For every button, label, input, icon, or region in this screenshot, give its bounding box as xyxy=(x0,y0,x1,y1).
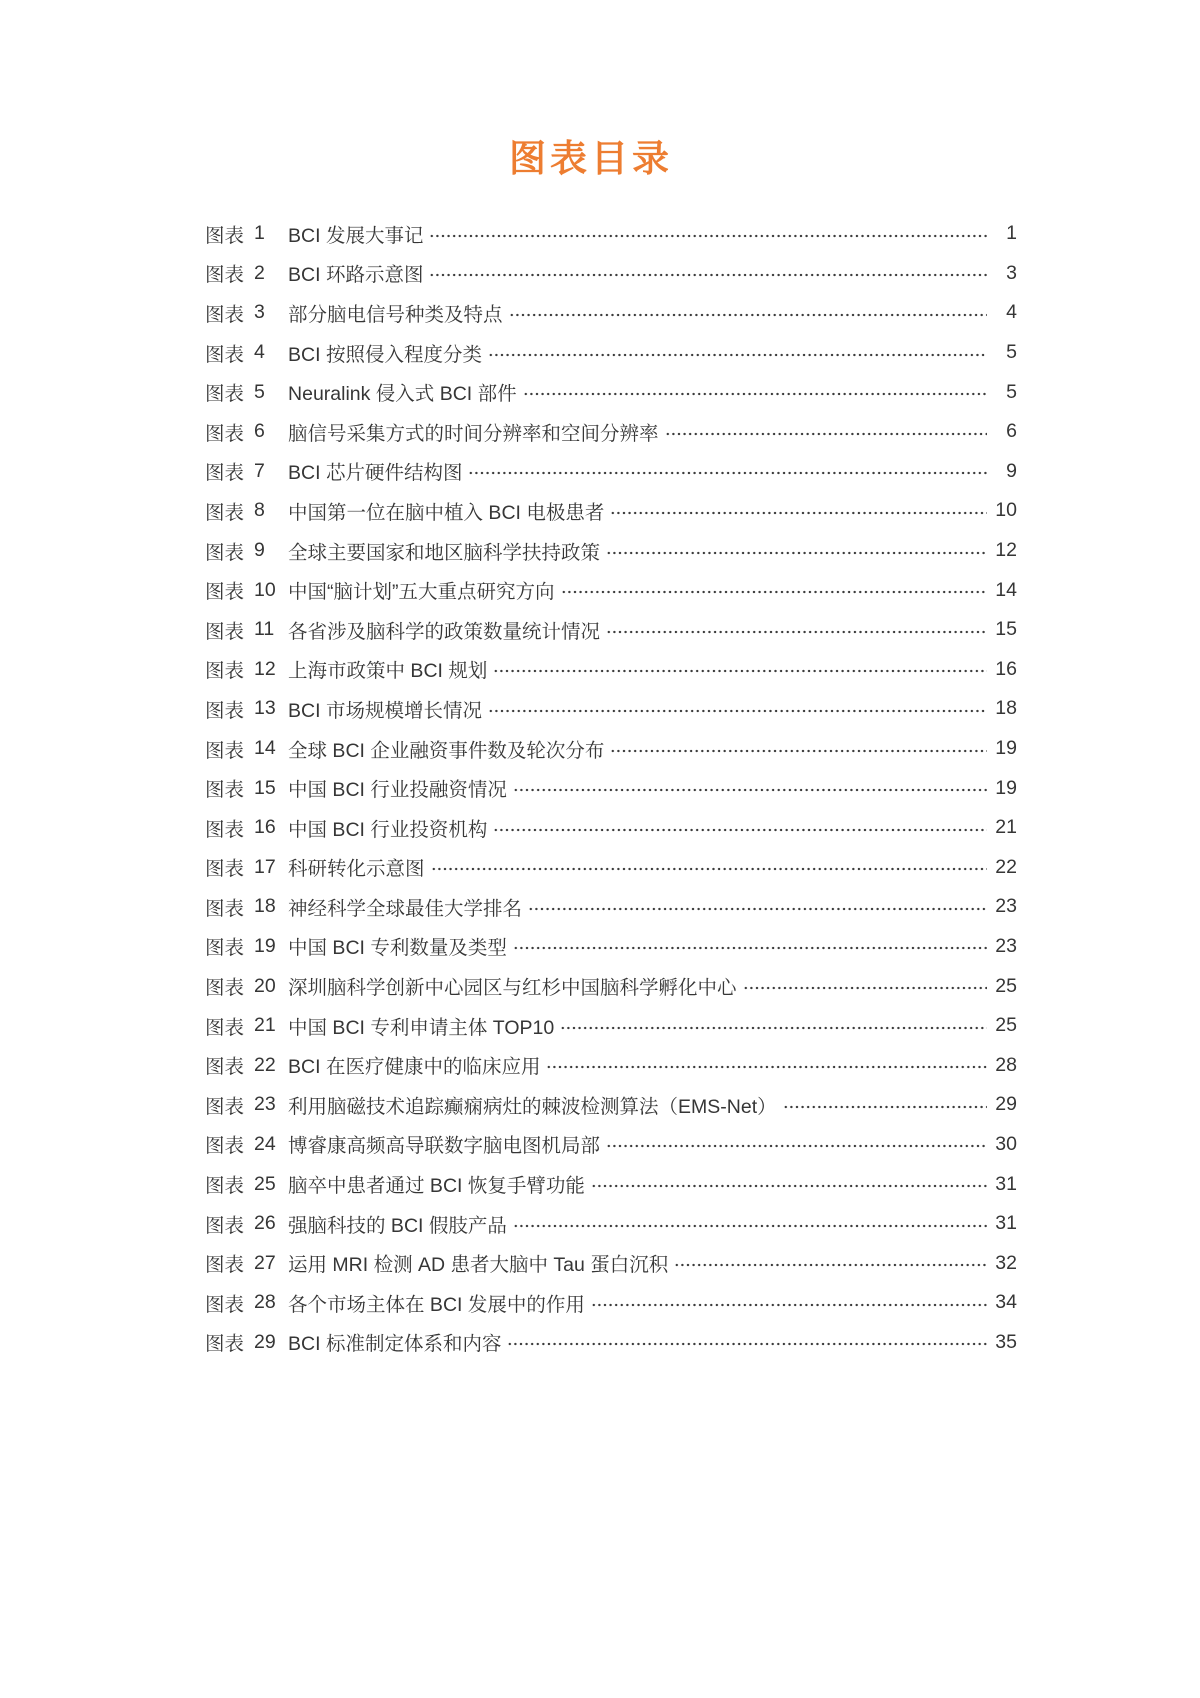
toc-entry-prefix: 图表 xyxy=(205,501,245,524)
toc-entry[interactable] xyxy=(205,1164,1017,1204)
toc-entry-number: 15 xyxy=(254,776,276,799)
toc-entry-number: 27 xyxy=(254,1251,276,1274)
dot-leader xyxy=(591,1184,987,1188)
dot-leader xyxy=(674,1263,987,1267)
toc-entry-title: 神经科学全球最佳大学排名 xyxy=(288,897,523,920)
toc-entry-page-number: 31 xyxy=(995,1172,1017,1195)
toc-entry-page-number: 4 xyxy=(1006,301,1017,324)
toc-entry-number: 6 xyxy=(254,420,265,443)
page-title: 图表目录 xyxy=(509,138,673,179)
toc-entry-page-number: 23 xyxy=(995,895,1017,918)
dot-leader xyxy=(493,828,987,832)
toc-entry-prefix: 图表 xyxy=(205,462,245,485)
toc-entry-title: 脑卒中患者通过 BCI 恢复手臂功能 xyxy=(288,1175,585,1198)
dot-leader xyxy=(610,511,987,515)
toc-entry-page-number: 25 xyxy=(995,974,1017,997)
dot-leader xyxy=(493,669,987,673)
toc-entry[interactable] xyxy=(205,1085,1017,1125)
toc-entry-number: 1 xyxy=(254,222,265,245)
dot-leader xyxy=(523,392,987,396)
toc-entry-number: 14 xyxy=(254,737,276,760)
toc-entry[interactable] xyxy=(205,254,1017,294)
toc-entry[interactable] xyxy=(205,1323,1017,1363)
toc-entry-prefix: 图表 xyxy=(205,422,245,445)
toc-entry-prefix: 图表 xyxy=(205,1333,245,1356)
dot-leader xyxy=(429,234,987,238)
toc-entry-number: 25 xyxy=(254,1172,276,1195)
dot-leader xyxy=(528,907,987,911)
toc-entry-number: 29 xyxy=(254,1330,276,1353)
toc-entry-title: 深圳脑科学创新中心园区与红杉中国脑科学孵化中心 xyxy=(288,977,737,1000)
toc-entry-prefix: 图表 xyxy=(205,1016,245,1039)
toc-entry-number: 11 xyxy=(254,618,275,641)
toc-entry-number: 5 xyxy=(254,380,265,403)
toc-entry-prefix: 图表 xyxy=(205,937,245,960)
dot-leader xyxy=(606,630,987,634)
toc-entry-title: 各省涉及脑科学的政策数量统计情况 xyxy=(288,620,601,643)
toc-entry-number: 24 xyxy=(254,1132,276,1155)
toc-entry-number: 16 xyxy=(254,816,276,839)
toc-entry-title: BCI 芯片硬件结构图 xyxy=(288,462,463,485)
toc-entry-page-number: 9 xyxy=(1006,459,1017,482)
toc-entry-prefix: 图表 xyxy=(205,739,245,762)
toc-entry-number: 18 xyxy=(254,895,276,918)
toc-entry-page-number: 15 xyxy=(995,618,1017,641)
toc-entry-page-number: 5 xyxy=(1006,341,1017,364)
dot-leader xyxy=(606,1144,987,1148)
toc-entry-page-number: 12 xyxy=(995,539,1017,562)
toc-entry-page-number: 14 xyxy=(995,578,1017,601)
toc-entry-title: BCI 标准制定体系和内容 xyxy=(288,1333,502,1356)
dot-leader xyxy=(513,1224,987,1228)
dot-leader xyxy=(488,353,987,357)
toc-entry-title: 中国 BCI 行业投资机构 xyxy=(288,818,488,841)
toc-entry-prefix: 图表 xyxy=(205,977,245,1000)
toc-entry-page-number: 31 xyxy=(995,1212,1017,1235)
toc-entry-page-number: 25 xyxy=(995,1014,1017,1037)
toc-entry-number: 21 xyxy=(254,1014,276,1037)
toc-entry-number: 10 xyxy=(254,578,276,601)
toc-entry-page-number: 21 xyxy=(995,816,1017,839)
toc-entry[interactable] xyxy=(205,293,1017,333)
toc-entry-title: 利用脑磁技术追踪癫痫病灶的棘波检测算法（EMS-Net） xyxy=(288,1095,777,1118)
toc-entry-number: 7 xyxy=(254,459,265,482)
toc-entry-title: BCI 按照侵入程度分类 xyxy=(288,343,482,366)
toc-entry-prefix: 图表 xyxy=(205,1254,245,1277)
toc-list xyxy=(205,214,1017,1362)
toc-entry-title: 科研转化示意图 xyxy=(288,858,425,881)
dot-leader xyxy=(606,551,987,555)
toc-entry-title: 脑信号采集方式的时间分辨率和空间分辨率 xyxy=(288,422,659,445)
dot-leader xyxy=(488,709,987,713)
toc-entry-title: 部分脑电信号种类及特点 xyxy=(288,303,503,326)
toc-entry-prefix: 图表 xyxy=(205,897,245,920)
dot-leader xyxy=(560,1026,987,1030)
toc-entry-prefix: 图表 xyxy=(205,303,245,326)
toc-entry-page-number: 16 xyxy=(995,657,1017,680)
toc-entry-title: 上海市政策中 BCI 规划 xyxy=(288,660,488,683)
toc-entry[interactable] xyxy=(205,412,1017,452)
toc-entry-title: Neuralink 侵入式 BCI 部件 xyxy=(288,383,517,406)
toc-entry-prefix: 图表 xyxy=(205,343,245,366)
toc-entry-title: BCI 发展大事记 xyxy=(288,224,424,247)
toc-entry-page-number: 6 xyxy=(1006,420,1017,443)
toc-entry-title: 各个市场主体在 BCI 发展中的作用 xyxy=(288,1293,585,1316)
toc-entry-number: 19 xyxy=(254,934,276,957)
toc-entry-number: 17 xyxy=(254,855,276,878)
toc-entry-prefix: 图表 xyxy=(205,1214,245,1237)
toc-entry[interactable] xyxy=(205,372,1017,412)
toc-entry[interactable] xyxy=(205,452,1017,492)
toc-entry[interactable] xyxy=(205,214,1017,254)
toc-entry[interactable] xyxy=(205,570,1017,610)
toc-entry-page-number: 18 xyxy=(995,697,1017,720)
toc-entry-prefix: 图表 xyxy=(205,1293,245,1316)
toc-entry-title: 全球主要国家和地区脑科学扶持政策 xyxy=(288,541,601,564)
toc-entry[interactable] xyxy=(205,808,1017,848)
dot-leader xyxy=(783,1105,987,1109)
dot-leader xyxy=(610,749,987,753)
dot-leader xyxy=(431,867,987,871)
toc-entry-page-number: 32 xyxy=(995,1251,1017,1274)
toc-entry-prefix: 图表 xyxy=(205,779,245,802)
toc-entry-page-number: 30 xyxy=(995,1132,1017,1155)
toc-entry-page-number: 29 xyxy=(995,1093,1017,1116)
toc-entry-number: 3 xyxy=(254,301,265,324)
toc-entry[interactable] xyxy=(205,729,1017,769)
toc-entry-number: 23 xyxy=(254,1093,276,1116)
toc-entry-title: 强脑科技的 BCI 假肢产品 xyxy=(288,1214,507,1237)
toc-entry[interactable] xyxy=(205,1204,1017,1244)
toc-entry-page-number: 10 xyxy=(995,499,1017,522)
toc-entry-page-number: 35 xyxy=(995,1330,1017,1353)
toc-entry[interactable] xyxy=(205,333,1017,373)
toc-entry-prefix: 图表 xyxy=(205,660,245,683)
toc-entry-prefix: 图表 xyxy=(205,1135,245,1158)
toc-entry[interactable] xyxy=(205,966,1017,1006)
toc-entry[interactable] xyxy=(205,1045,1017,1085)
toc-entry-page-number: 22 xyxy=(995,855,1017,878)
toc-entry-title: 博睿康高频高导联数字脑电图机局部 xyxy=(288,1135,601,1158)
dot-leader xyxy=(509,313,987,317)
toc-entry-prefix: 图表 xyxy=(205,1095,245,1118)
toc-entry-number: 12 xyxy=(254,657,276,680)
toc-entry[interactable] xyxy=(205,848,1017,888)
toc-entry-prefix: 图表 xyxy=(205,224,245,247)
toc-entry-title: BCI 环路示意图 xyxy=(288,264,424,287)
toc-entry-prefix: 图表 xyxy=(205,620,245,643)
toc-entry-number: 13 xyxy=(254,697,276,720)
toc-entry[interactable] xyxy=(205,927,1017,967)
toc-entry-page-number: 3 xyxy=(1006,261,1017,284)
toc-entry-page-number: 1 xyxy=(1006,222,1017,245)
toc-entry-number: 4 xyxy=(254,341,265,364)
dot-leader xyxy=(513,946,987,950)
dot-leader xyxy=(468,471,987,475)
toc-entry-prefix: 图表 xyxy=(205,383,245,406)
toc-entry-prefix: 图表 xyxy=(205,541,245,564)
toc-entry-title: 中国“脑计划”五大重点研究方向 xyxy=(288,581,555,604)
toc-entry-title: 中国 BCI 专利申请主体 TOP10 xyxy=(288,1016,555,1039)
toc-entry-number: 20 xyxy=(254,974,276,997)
toc-entry-prefix: 图表 xyxy=(205,1056,245,1079)
toc-entry-page-number: 28 xyxy=(995,1053,1017,1076)
toc-entry-page-number: 19 xyxy=(995,776,1017,799)
toc-entry-number: 9 xyxy=(254,539,265,562)
toc-entry-prefix: 图表 xyxy=(205,1175,245,1198)
dot-leader xyxy=(743,986,987,990)
dot-leader xyxy=(561,590,987,594)
dot-leader xyxy=(429,273,987,277)
toc-entry[interactable] xyxy=(205,650,1017,690)
toc-entry[interactable] xyxy=(205,887,1017,927)
toc-entry[interactable] xyxy=(205,689,1017,729)
toc-entry[interactable] xyxy=(205,610,1017,650)
toc-entry-number: 22 xyxy=(254,1053,276,1076)
toc-entry-prefix: 图表 xyxy=(205,699,245,722)
toc-entry-number: 8 xyxy=(254,499,265,522)
toc-entry-page-number: 5 xyxy=(1006,380,1017,403)
dot-leader xyxy=(665,432,987,436)
toc-entry[interactable] xyxy=(205,1283,1017,1323)
toc-entry-title: 运用 MRI 检测 AD 患者大脑中 Tau 蛋白沉积 xyxy=(288,1254,669,1277)
toc-entry-title: 中国第一位在脑中植入 BCI 电极患者 xyxy=(288,501,605,524)
dot-leader xyxy=(546,1065,987,1069)
toc-entry[interactable] xyxy=(205,491,1017,531)
toc-entry-title: 全球 BCI 企业融资事件数及轮次分布 xyxy=(288,739,605,762)
toc-entry-title: BCI 市场规模增长情况 xyxy=(288,699,482,722)
toc-entry[interactable] xyxy=(205,531,1017,571)
dot-leader xyxy=(507,1342,987,1346)
toc-entry-title: 中国 BCI 专利数量及类型 xyxy=(288,937,507,960)
toc-entry[interactable] xyxy=(205,1125,1017,1165)
toc-entry[interactable] xyxy=(205,1006,1017,1046)
dot-leader xyxy=(591,1303,987,1307)
toc-entry-prefix: 图表 xyxy=(205,858,245,881)
toc-entry[interactable] xyxy=(205,1243,1017,1283)
toc-entry-prefix: 图表 xyxy=(205,581,245,604)
toc-entry-prefix: 图表 xyxy=(205,264,245,287)
toc-entry-title: BCI 在医疗健康中的临床应用 xyxy=(288,1056,541,1079)
toc-entry-number: 2 xyxy=(254,261,265,284)
toc-entry-page-number: 34 xyxy=(995,1291,1017,1314)
toc-entry-number: 26 xyxy=(254,1212,276,1235)
toc-entry-page-number: 19 xyxy=(995,737,1017,760)
dot-leader xyxy=(513,788,987,792)
toc-entry-number: 28 xyxy=(254,1291,276,1314)
toc-entry-prefix: 图表 xyxy=(205,818,245,841)
toc-entry-title: 中国 BCI 行业投融资情况 xyxy=(288,779,507,802)
toc-entry-page-number: 23 xyxy=(995,934,1017,957)
toc-entry[interactable] xyxy=(205,768,1017,808)
